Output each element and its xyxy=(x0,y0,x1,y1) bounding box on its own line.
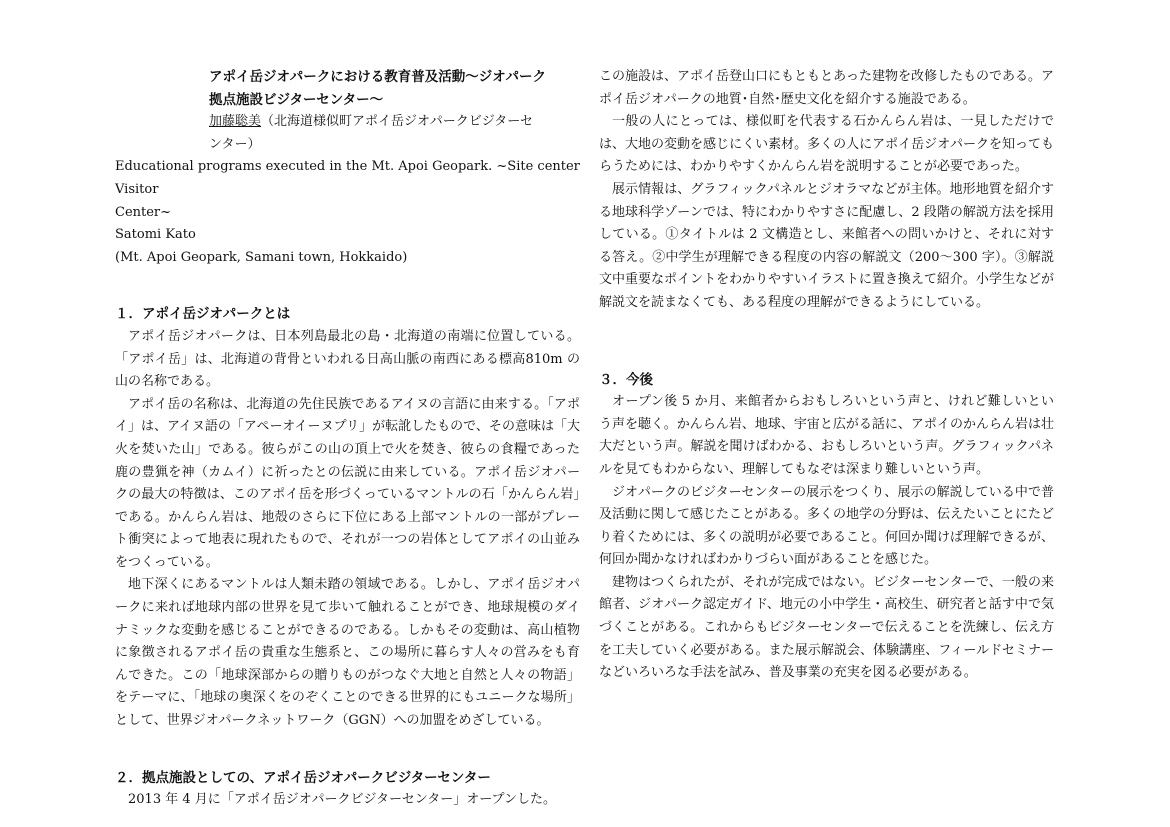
left-column xyxy=(115,66,580,812)
affiliation-en: (Mt. Apoi Geopark, Samani town, Hokkaido) xyxy=(115,249,408,265)
section-1-paragraph-2: アポイ岳の名称は、北海道の先住民族であるアイヌの言語に由来する。「アポイ」は、アイヌ語の「アペーオイーヌプリ」が転訛したもので、その意味は「大火を焚いた山」である。彼らがこの山の頂上で火を焚き、彼らの食糧であった鹿の豊猟を神（カムイ）に祈ったとの伝説に由来している。アポイ岳ジオパークの最大の特徴は、このアポイ岳を形づくっているマントルの石「かんらん岩」である。かんらん岩は、地殻のさらに下位にある上部マントルの一部がプレート衝突によって地表に現れたもので、それが一つの岩体としてアポイの山並みをつくっている。 xyxy=(115,396,580,570)
title-en-line-2: Center~ xyxy=(115,204,172,220)
author-ja-affiliation-line-1: （北海道様似町アポイ岳ジオパークビジターセ xyxy=(261,114,533,130)
section-3-paragraph-2: ジオパークのビジターセンターの展示をつくり、展示の解説している中で普及活動に関して感じたことがある。多くの地学の分野は、伝えたいことにたどり着くためには、多くの説明が必要であること。何回か聞けば理解できるが、何回か聞かなければわかりづらい面があることを感じた。 xyxy=(599,484,1055,568)
section-1-heading: １．アポイ岳ジオパークとは xyxy=(115,306,291,323)
author-en: Satomi Kato xyxy=(115,227,196,243)
right-column xyxy=(599,66,1054,685)
section-2-paragraph-3: 一般の人にとっては、様似町を代表する石かんらん岩は、一見しただけでは、大地の変動を感じにくい素材。多くの人にアポイ岳ジオパークを知ってもらうためには、わかりやすくかんらん岩を説明することが必要であった。 xyxy=(599,114,1054,175)
author-ja xyxy=(209,111,580,134)
section-2-paragraph-1: 2013 年 4 月に「アポイ岳ジオパークビジターセンター」オープンした。 xyxy=(128,792,557,808)
title-block xyxy=(209,66,580,156)
section-1-paragraph-3: 地下深くにあるマントルは人類未踏の領域である。しかし、アポイ岳ジオパークに来れば地球内部の世界を見て歩いて触れることができ、地球規模のダイナミックな変動を感じることができるのである。しかもその変動は、高山植物に象徴されるアポイ岳の貴重な生態系と、この場所に暮らす人々の営みをも育んできた。この「地球深部からの贈りものがつなぐ大地と自然と人々の物語」をテーマに、「地球の奥深くをのぞくことのできる世界的にもユニークな場所」として、世界ジオパークネットワーク（GGN）への加盟をめざしている。 xyxy=(115,577,580,729)
section-2-heading: ２．拠点施設としての、アポイ岳ジオパークビジターセンター xyxy=(115,769,491,786)
section-1-paragraph-1: アポイ岳ジオパークは、日本列島最北の島・北海道の南端に位置している。「アポイ岳」は、北海道の背骨といわれる日高山脈の南西にある標高810m の山の名称である。 xyxy=(115,328,580,390)
author-ja-affiliation-line-2: ンター） xyxy=(209,136,261,152)
section-2-paragraph-4: 展示情報は、グラフィックパネルとジオラマなどが主体。地形地質を紹介する地球科学ゾーンでは、特にわかりやすさに配慮し、2 段階の解説方法を採用している。①タイトルは 2 文構造とし、来館者への問いかけと、それに対する答え。②中学生が理解できる程度の内容の解説文（200～300 字）。③解説文中重要なポイントをわかりやすいイラストに置き換えて紹介。小学生などが解説文を読まなくても、ある程度の理解ができるようにしている。 xyxy=(599,181,1054,310)
section-2-paragraph-2: この施設は、アポイ岳登山口にもともとあった建物を改修したものである。アポイ岳ジオパークの地質･自然･歴史文化を紹介する施設である。 xyxy=(599,69,1054,107)
section-3-paragraph-1: オープン後 5 か月、来館者からおもしろいという声と、けれど難しいという声を聴く。かんらん岩、地球、宇宙と広がる話に、アポイのかんらん岩は壮大だという声。解説を聞けばわかる、おもしろいという声。グラフィックパネルを見てもわからない、理解してもなぞは深まり難しいという声。 xyxy=(599,394,1054,477)
title-en-line-1: Educational programs executed in the Mt. Apoi Geopark. ~Site center Visitor xyxy=(115,159,580,197)
paper-title-line-2: 拠点施設ビジターセンター～ xyxy=(209,91,384,108)
section-3-paragraph-3: 建物はつくられたが、それが完成ではない。ビジターセンターで、一般の来館者、ジオパーク認定ガイド、地元の小中学生・高校生、研究者と話す中で気づくことがある。これからもビジターセンターで伝えることを洗練し、伝え方を工夫していく必要がある。また展示解説会、体験講座、フィールドセミナーなどいろいろな手法を試み、普及事業の充実を図る必要がある。 xyxy=(599,574,1054,681)
paper-title-line-1: アポイ岳ジオパークにおける教育普及活動～ジオパーク xyxy=(209,69,546,85)
section-3-heading: ３．今後 xyxy=(599,371,653,388)
author-ja-name: 加藤聡美 xyxy=(209,114,262,130)
